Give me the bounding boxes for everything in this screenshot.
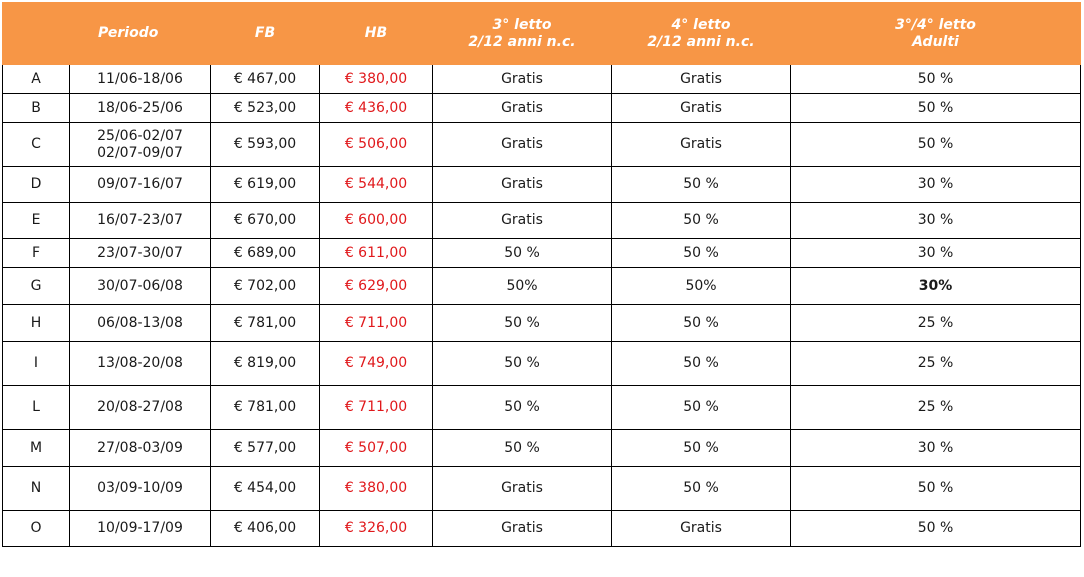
cell-hb: € 600,00 — [320, 203, 433, 239]
cell-fb: € 523,00 — [211, 94, 320, 123]
header-fb: FB — [211, 3, 320, 65]
cell-code: O — [3, 511, 70, 547]
cell-adulti: 50 % — [791, 94, 1081, 123]
cell-periodo-line2: 02/07-09/07 — [97, 144, 183, 161]
cell-periodo — [70, 123, 211, 167]
header-adulti-line1: 3°/4° letto — [895, 16, 976, 33]
table-row — [3, 94, 1081, 123]
cell-adulti: 50 % — [791, 511, 1081, 547]
table-row — [3, 467, 1081, 511]
cell-periodo: 13/08-20/08 — [70, 342, 211, 386]
table-row — [3, 268, 1081, 305]
cell-3-letto: Gratis — [433, 167, 612, 203]
cell-hb: € 380,00 — [320, 65, 433, 94]
cell-adulti: 25 % — [791, 386, 1081, 430]
cell-3-letto: 50 % — [433, 342, 612, 386]
cell-3-letto: 50 % — [433, 305, 612, 342]
cell-3-letto: 50% — [433, 268, 612, 305]
cell-code: F — [3, 239, 70, 268]
cell-4-letto: 50% — [612, 268, 791, 305]
cell-hb: € 544,00 — [320, 167, 433, 203]
cell-hb: € 506,00 — [320, 123, 433, 167]
cell-fb: € 670,00 — [211, 203, 320, 239]
cell-4-letto: 50 % — [612, 467, 791, 511]
cell-4-letto: Gratis — [612, 511, 791, 547]
cell-3-letto: 50 % — [433, 386, 612, 430]
cell-4-letto: Gratis — [612, 94, 791, 123]
cell-fb: € 619,00 — [211, 167, 320, 203]
cell-adulti: 50 % — [791, 123, 1081, 167]
table-row — [3, 123, 1081, 167]
cell-periodo: 20/08-27/08 — [70, 386, 211, 430]
cell-code: N — [3, 467, 70, 511]
cell-periodo: 30/07-06/08 — [70, 268, 211, 305]
table-body — [3, 65, 1081, 547]
cell-periodo: 23/07-30/07 — [70, 239, 211, 268]
header-4-letto-line1: 4° letto — [671, 16, 731, 33]
cell-fb: € 781,00 — [211, 305, 320, 342]
header-adulti — [791, 3, 1081, 65]
cell-adulti: 25 % — [791, 342, 1081, 386]
cell-adulti: 30 % — [791, 430, 1081, 467]
cell-3-letto: Gratis — [433, 467, 612, 511]
cell-periodo: 16/07-23/07 — [70, 203, 211, 239]
cell-code: C — [3, 123, 70, 167]
header-3-letto — [433, 3, 612, 65]
cell-3-letto: 50 % — [433, 430, 612, 467]
table-row — [3, 65, 1081, 94]
header-periodo: Periodo — [70, 3, 211, 65]
cell-4-letto: Gratis — [612, 123, 791, 167]
cell-adulti: 30 % — [791, 167, 1081, 203]
cell-adulti: 50 % — [791, 65, 1081, 94]
cell-4-letto: 50 % — [612, 342, 791, 386]
cell-periodo: 27/08-03/09 — [70, 430, 211, 467]
table-row — [3, 167, 1081, 203]
cell-4-letto: 50 % — [612, 430, 791, 467]
cell-hb: € 711,00 — [320, 305, 433, 342]
cell-code: L — [3, 386, 70, 430]
cell-3-letto: 50 % — [433, 239, 612, 268]
cell-4-letto: 50 % — [612, 305, 791, 342]
header-4-letto-line2: 2/12 anni n.c. — [647, 33, 755, 50]
cell-3-letto: Gratis — [433, 511, 612, 547]
header-row — [3, 3, 1081, 65]
cell-4-letto: 50 % — [612, 239, 791, 268]
cell-code: A — [3, 65, 70, 94]
cell-adulti: 25 % — [791, 305, 1081, 342]
cell-adulti: 30 % — [791, 203, 1081, 239]
cell-code: E — [3, 203, 70, 239]
cell-fb: € 689,00 — [211, 239, 320, 268]
header-3-letto-line1: 3° letto — [492, 16, 552, 33]
header-4-letto — [612, 3, 791, 65]
table-row — [3, 239, 1081, 268]
table-row — [3, 430, 1081, 467]
cell-hb: € 611,00 — [320, 239, 433, 268]
cell-4-letto: 50 % — [612, 167, 791, 203]
cell-code: D — [3, 167, 70, 203]
cell-hb: € 711,00 — [320, 386, 433, 430]
table-row — [3, 511, 1081, 547]
cell-3-letto: Gratis — [433, 65, 612, 94]
cell-fb: € 577,00 — [211, 430, 320, 467]
cell-periodo: 10/09-17/09 — [70, 511, 211, 547]
cell-periodo: 11/06-18/06 — [70, 65, 211, 94]
cell-fb: € 819,00 — [211, 342, 320, 386]
table-row — [3, 305, 1081, 342]
header-adulti-line2: Adulti — [912, 33, 959, 50]
cell-fb: € 406,00 — [211, 511, 320, 547]
cell-adulti: 30% — [791, 268, 1081, 305]
cell-4-letto: Gratis — [612, 65, 791, 94]
cell-adulti: 30 % — [791, 239, 1081, 268]
cell-hb: € 380,00 — [320, 467, 433, 511]
header-hb: HB — [320, 3, 433, 65]
table-row — [3, 386, 1081, 430]
cell-4-letto: 50 % — [612, 203, 791, 239]
cell-hb: € 749,00 — [320, 342, 433, 386]
cell-hb: € 436,00 — [320, 94, 433, 123]
cell-periodo-line1: 25/06-02/07 — [97, 127, 183, 144]
cell-code: I — [3, 342, 70, 386]
cell-periodo: 18/06-25/06 — [70, 94, 211, 123]
cell-3-letto: Gratis — [433, 123, 612, 167]
cell-code: M — [3, 430, 70, 467]
cell-code: G — [3, 268, 70, 305]
cell-adulti: 50 % — [791, 467, 1081, 511]
header-3-letto-line2: 2/12 anni n.c. — [468, 33, 576, 50]
cell-4-letto: 50 % — [612, 386, 791, 430]
cell-periodo: 09/07-16/07 — [70, 167, 211, 203]
cell-fb: € 702,00 — [211, 268, 320, 305]
cell-code: B — [3, 94, 70, 123]
table-row — [3, 203, 1081, 239]
cell-periodo: 03/09-10/09 — [70, 467, 211, 511]
cell-fb: € 467,00 — [211, 65, 320, 94]
cell-fb: € 454,00 — [211, 467, 320, 511]
cell-hb: € 507,00 — [320, 430, 433, 467]
header-code — [3, 3, 70, 65]
cell-periodo: 06/08-13/08 — [70, 305, 211, 342]
cell-3-letto: Gratis — [433, 94, 612, 123]
cell-fb: € 781,00 — [211, 386, 320, 430]
table-row — [3, 342, 1081, 386]
cell-hb: € 629,00 — [320, 268, 433, 305]
cell-3-letto: Gratis — [433, 203, 612, 239]
cell-fb: € 593,00 — [211, 123, 320, 167]
price-table — [2, 2, 1081, 547]
cell-code: H — [3, 305, 70, 342]
cell-hb: € 326,00 — [320, 511, 433, 547]
